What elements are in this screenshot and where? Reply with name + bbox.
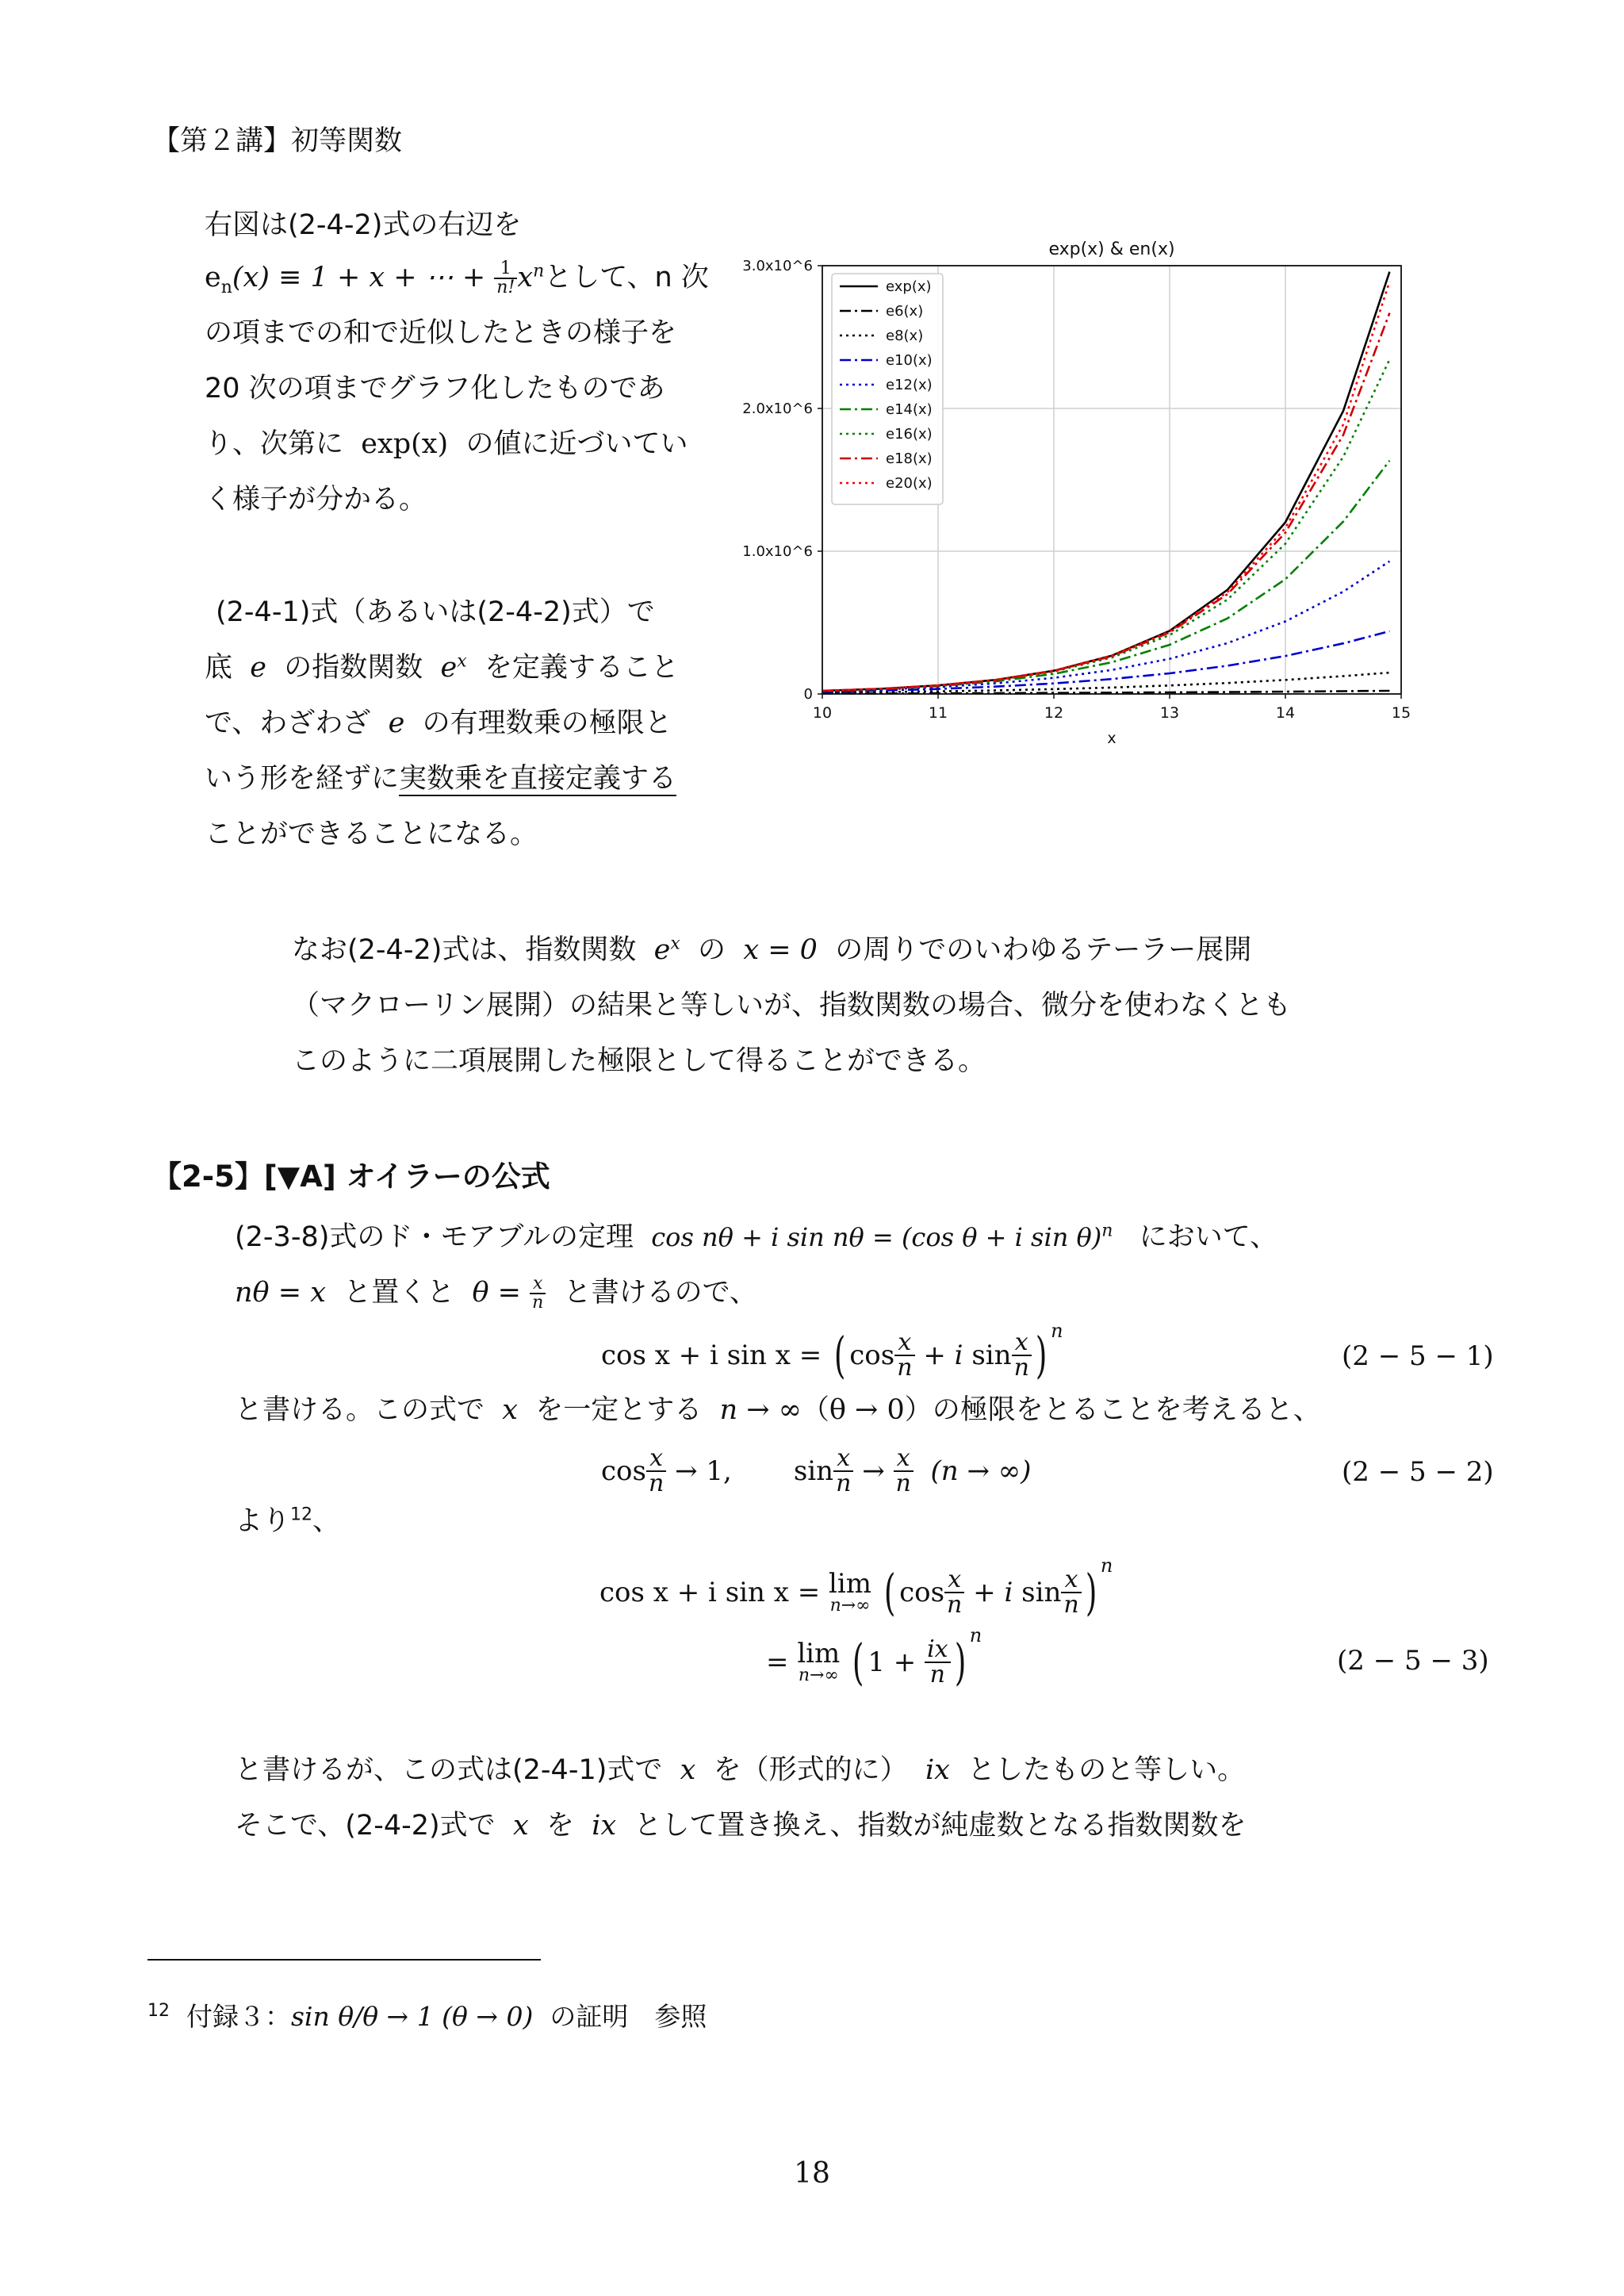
equation-2-5-2: cos $\frac{x}{n}$ → 1, sin $\frac{x}{n}$ → $\frac{x}{n}$ (n → ∞) (601, 1444, 1032, 1497)
body-line: nθ = x と置くと θ = $\frac{x}{n}$ と書けるので、 (235, 1274, 757, 1313)
en-definition-line: $e_n(x) \equiv 1 + x$ + ⋯ + $\frac{1}{n!}$ $x^n$として、n 次 (205, 259, 709, 297)
chart-title: exp(x) & en(x) (1048, 240, 1175, 259)
y-tick-label: 1.0x10^6 (742, 543, 813, 560)
x-tick-label: 11 (928, 704, 948, 722)
note-line: このように二項展開した極限として得ることができる。 (292, 1045, 986, 1077)
equation-2-5-1: cos x + i sin x = ( cos $\frac{x}{n}$ + i sin $\frac{x}{n}$ ) $^n$ (601, 1320, 1063, 1384)
y-tick-label: 2.0x10^6 (742, 401, 813, 417)
legend-label: e18(x) (886, 450, 933, 467)
body-line: と書ける。この式で x を一定とする n → ∞（θ → 0）の極限をとることを考えると、 (235, 1394, 1321, 1426)
x-tick-label: 10 (812, 704, 833, 722)
x-tick-label: 14 (1275, 704, 1296, 722)
legend-label: e10(x) (886, 352, 933, 369)
footnote-rule (147, 1959, 541, 1961)
x-tick-label: 12 (1044, 704, 1064, 722)
para-line: 20 次の項までグラフ化したものであ (205, 373, 665, 404)
para-line: で、わざわざ e の有理数乗の極限と (205, 707, 672, 739)
para-line: (2-4-1)式（あるいは(2-4-2)式）で (216, 596, 655, 628)
legend-label: e14(x) (886, 401, 933, 418)
section-title: 【2-5】[▼A] オイラーの公式 (152, 1159, 550, 1194)
y-tick-label: 0 (803, 686, 813, 703)
x-tick-label: 15 (1391, 704, 1411, 722)
footnote: $^{12}$ 付録３：sin θ/θ → 1 (θ → 0) の証明 参照 (147, 2001, 707, 2032)
equation-number: (2 − 5 − 3) (1337, 1645, 1489, 1677)
series-line (822, 562, 1389, 692)
legend-label: e16(x) (886, 426, 933, 443)
para-line: り、次第に exp(x) の値に近づいてい (205, 428, 688, 460)
body-line: と書けるが、この式は(2-4-1)式で x を（形式的に） ix としたものと等しい。 (235, 1754, 1246, 1786)
equation-number: (2 − 5 − 1) (1342, 1340, 1494, 1372)
para-line: 底 e の指数関数 $e^x$ を定義すること (205, 651, 679, 684)
para-line: 右図は(2-4-2)式の右辺を (205, 209, 522, 241)
legend-label: e12(x) (886, 377, 933, 393)
y-tick-label: 3.0x10^6 (742, 258, 813, 274)
legend-label: e6(x) (886, 303, 924, 320)
body-line: より$^{12}$、 (235, 1504, 341, 1537)
x-tick-label: 13 (1159, 704, 1180, 722)
body-line: そこで、(2-4-2)式で x を ix として置き換え、指数が純虚数となる指数関数を (235, 1810, 1247, 1842)
legend-label: e20(x) (886, 475, 933, 492)
equation-number: (2 − 5 − 2) (1342, 1456, 1494, 1488)
equation-2-5-3-line1: cos x + i sin x = lim n→∞ ( cos $\frac{x}{n}$ + i sin $\frac{x}{n}$ ) $^n$ (599, 1554, 1113, 1621)
para-line: の項までの和で近似したときの様子を (205, 317, 677, 349)
body-line: (2-3-8)式のド・モアブルの定理 cos nθ + i sin nθ = (cos θ + i sin θ)$^n$ において、 (235, 1221, 1278, 1253)
series-line (822, 691, 1389, 694)
para-line: ことができることになる。 (205, 818, 538, 850)
series-line (822, 673, 1389, 692)
legend-label: exp(x) (886, 278, 932, 295)
chapter-header: 【第２講】初等関数 (152, 125, 403, 157)
note-line: なお(2-4-2)式は、指数関数 $e^x$ の x = 0 の周りでのいわゆるテーラー展開 (292, 933, 1252, 966)
note-line: （マクローリン展開）の結果と等しいが、指数関数の場合、微分を使わなくとも (292, 990, 1292, 1022)
para-line: いう形を経ずに実数乗を直接定義する (205, 763, 677, 795)
exp-approximation-chart (698, 230, 1427, 753)
x-axis-label: x (1107, 730, 1116, 747)
legend-label: e8(x) (886, 328, 924, 344)
underlined-phrase: 実数乗を直接定義する (399, 763, 677, 795)
page-number: 18 (794, 2157, 830, 2190)
equation-2-5-3-line2: = lim n→∞ ( 1 + $\frac{ix}{n}$ ) $^n$ (766, 1624, 982, 1691)
series-line (822, 631, 1389, 692)
para-line: く様子が分かる。 (205, 484, 427, 516)
